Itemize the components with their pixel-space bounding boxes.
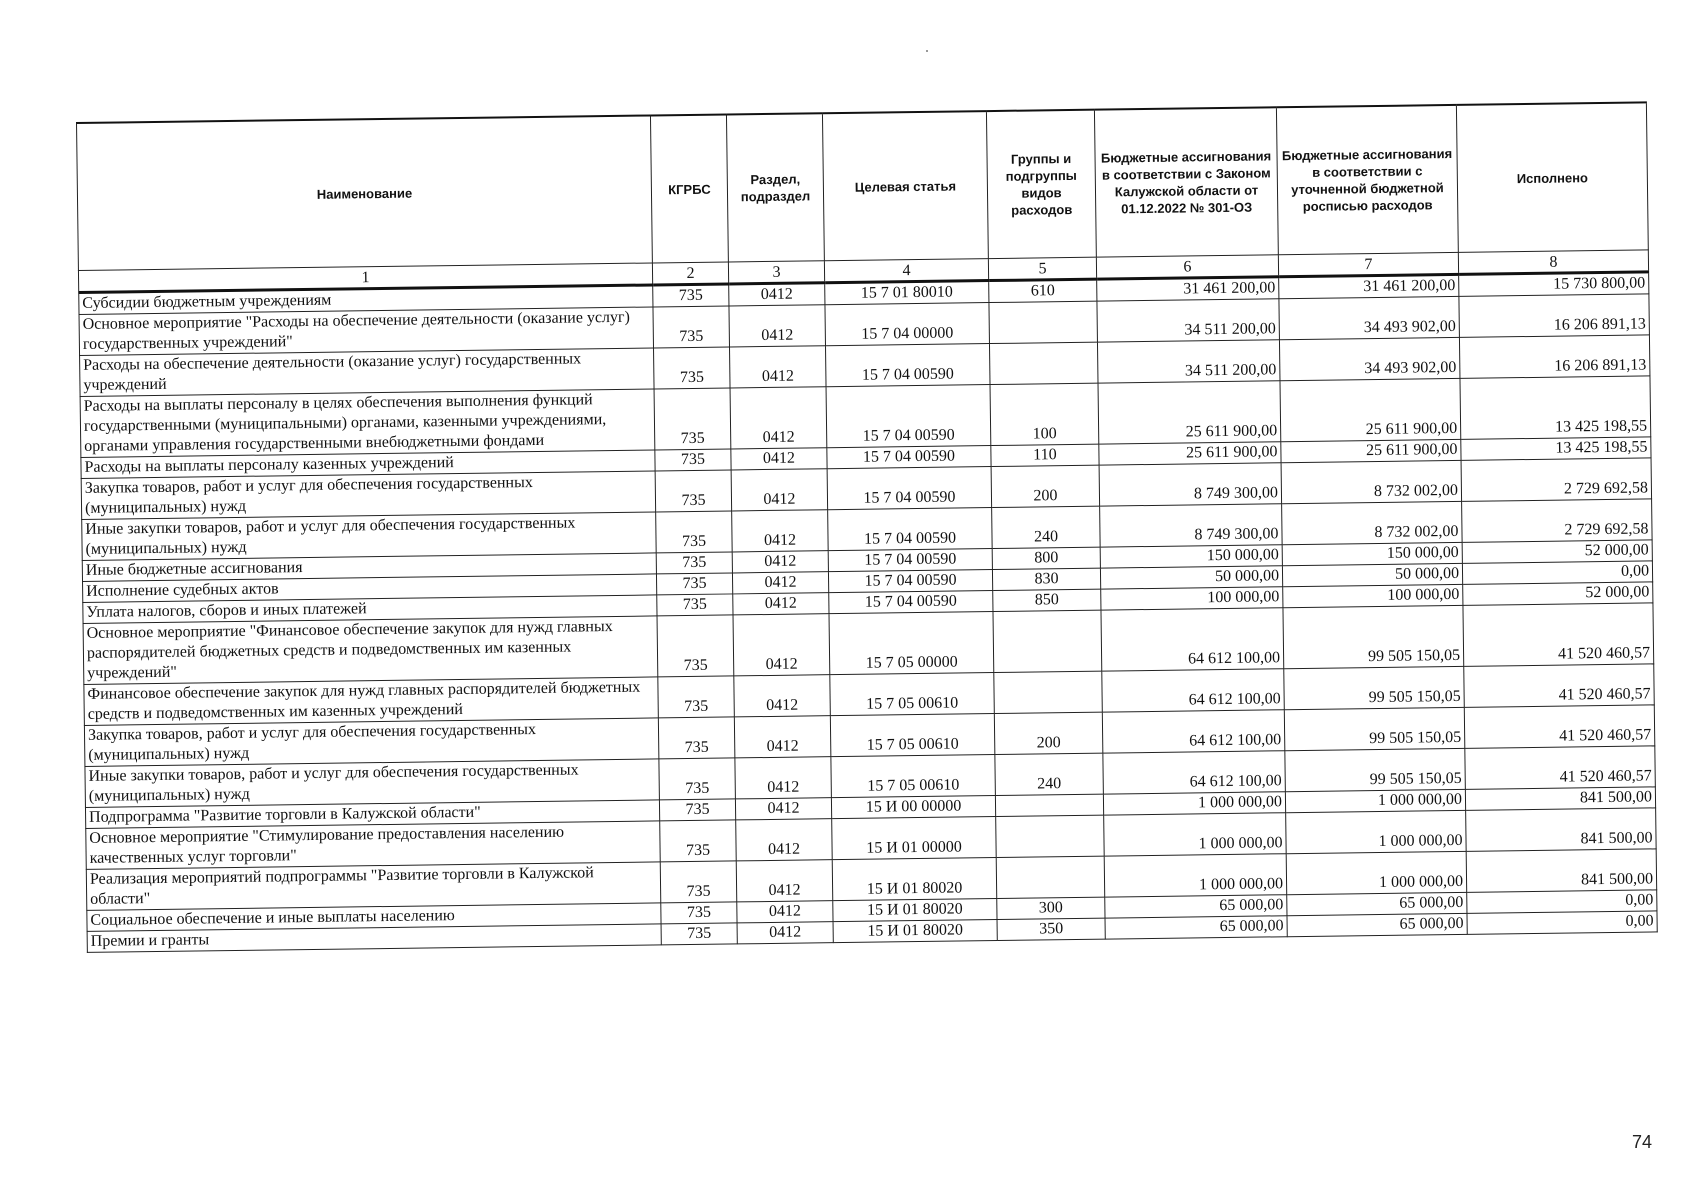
row-group bbox=[993, 610, 1102, 672]
row-refined-amount: 25 611 900,00 bbox=[1281, 439, 1461, 462]
row-name: Подпрограмма "Развитие торговли в Калужской области" bbox=[85, 800, 659, 829]
row-kgrbs: 735 bbox=[653, 284, 729, 307]
row-target: 15 7 04 00590 bbox=[825, 344, 990, 387]
row-law-amount: 65 000,00 bbox=[1105, 895, 1287, 918]
row-executed-amount: 2 729 692,58 bbox=[1462, 499, 1653, 542]
row-group: 350 bbox=[997, 918, 1105, 940]
row-executed-amount: 841 500,00 bbox=[1466, 849, 1657, 892]
row-section: 0412 bbox=[733, 614, 830, 676]
row-refined-amount: 1 000 000,00 bbox=[1286, 851, 1467, 894]
row-group: 100 bbox=[990, 383, 1099, 445]
row-name: Социальное обеспечение и иные выплаты населению bbox=[87, 903, 661, 932]
column-number: 6 bbox=[1096, 255, 1278, 279]
row-group bbox=[996, 856, 1105, 898]
row-executed-amount: 0,00 bbox=[1462, 561, 1652, 584]
row-refined-amount: 100 000,00 bbox=[1283, 584, 1463, 607]
row-refined-amount: 1 000 000,00 bbox=[1286, 810, 1467, 853]
row-section: 0412 bbox=[729, 305, 826, 347]
row-kgrbs: 735 bbox=[660, 861, 737, 903]
row-target: 15 7 04 00590 bbox=[826, 385, 991, 448]
row-executed-amount: 841 500,00 bbox=[1466, 808, 1657, 851]
row-group: 200 bbox=[991, 465, 1100, 507]
row-refined-amount: 99 505 150,05 bbox=[1285, 748, 1466, 791]
row-refined-amount: 25 611 900,00 bbox=[1280, 378, 1461, 441]
row-executed-amount: 52 000,00 bbox=[1462, 540, 1652, 563]
row-target: 15 7 04 00590 bbox=[828, 549, 992, 572]
header-section: Раздел, подраздел bbox=[726, 113, 824, 262]
row-refined-amount: 34 493 902,00 bbox=[1279, 337, 1460, 380]
row-law-amount: 34 511 200,00 bbox=[1097, 340, 1280, 383]
row-kgrbs: 735 bbox=[658, 676, 735, 718]
row-refined-amount: 8 732 002,00 bbox=[1282, 501, 1463, 544]
column-number: 7 bbox=[1278, 252, 1458, 276]
row-group bbox=[994, 671, 1103, 713]
row-group: 240 bbox=[992, 506, 1101, 548]
budget-sheet bbox=[76, 101, 1657, 952]
row-kgrbs: 735 bbox=[659, 799, 735, 821]
row-law-amount: 1 000 000,00 bbox=[1103, 792, 1285, 815]
header-executed: Исполнено bbox=[1456, 102, 1648, 252]
row-name: Основное мероприятие "Финансовое обеспечение закупок для нужд главных распорядителей бюджетных средств и подведомственных им казенных учреждений" bbox=[83, 616, 658, 685]
row-law-amount: 64 612 100,00 bbox=[1101, 608, 1284, 671]
row-kgrbs: 735 bbox=[660, 820, 737, 862]
row-law-amount: 50 000,00 bbox=[1100, 566, 1282, 589]
row-target: 15 7 05 00000 bbox=[829, 612, 994, 675]
row-group: 200 bbox=[994, 712, 1103, 754]
row-refined-amount: 65 000,00 bbox=[1287, 913, 1467, 936]
row-target: 15 И 01 00000 bbox=[832, 817, 997, 860]
row-law-amount: 8 749 300,00 bbox=[1100, 504, 1283, 547]
row-kgrbs: 735 bbox=[658, 717, 735, 759]
row-group: 830 bbox=[992, 568, 1100, 590]
row-target: 15 И 01 80020 bbox=[833, 920, 997, 943]
column-number: 1 bbox=[78, 263, 652, 293]
column-number: 4 bbox=[824, 259, 988, 283]
row-target: 15 И 01 80020 bbox=[832, 858, 997, 901]
row-section: 0412 bbox=[734, 675, 831, 717]
row-name: Расходы на обеспечение деятельности (оказание услуг) государственных учреждений bbox=[80, 348, 654, 397]
row-executed-amount: 841 500,00 bbox=[1465, 787, 1655, 810]
row-group: 110 bbox=[991, 444, 1099, 466]
budget-table bbox=[76, 101, 1658, 952]
header-law: Бюджетные ассигнования в соответствии с Законом Калужской области от 01.12.2022 № 301-ОЗ bbox=[1094, 107, 1278, 257]
row-name: Иные бюджетные ассигнования bbox=[82, 553, 656, 582]
row-group bbox=[995, 794, 1103, 816]
row-section: 0412 bbox=[736, 819, 833, 861]
row-refined-amount: 99 505 150,05 bbox=[1284, 707, 1465, 750]
row-refined-amount: 34 493 902,00 bbox=[1279, 296, 1460, 339]
row-section: 0412 bbox=[730, 346, 827, 388]
row-target: 15 7 01 80010 bbox=[825, 281, 989, 305]
row-refined-amount: 50 000,00 bbox=[1282, 563, 1462, 586]
row-target: 15 7 05 00610 bbox=[830, 673, 995, 716]
row-target: 15 7 04 00590 bbox=[829, 591, 993, 614]
row-executed-amount: 0,00 bbox=[1467, 911, 1657, 934]
row-target: 15 7 04 00590 bbox=[827, 446, 991, 469]
row-kgrbs: 735 bbox=[656, 573, 732, 595]
row-law-amount: 31 461 200,00 bbox=[1097, 277, 1279, 301]
row-target: 15 7 05 00610 bbox=[831, 755, 996, 798]
row-refined-amount: 150 000,00 bbox=[1282, 542, 1462, 565]
row-target: 15 7 04 00590 bbox=[828, 570, 992, 593]
header-refined: Бюджетные ассигнования в соответствии с уточненной бюджетной росписью расходов bbox=[1276, 105, 1458, 255]
row-executed-amount: 13 425 198,55 bbox=[1460, 376, 1651, 439]
header-kgrbs: КГРБС bbox=[650, 114, 728, 262]
row-law-amount: 64 612 100,00 bbox=[1102, 710, 1285, 753]
row-kgrbs: 735 bbox=[661, 923, 737, 945]
row-law-amount: 64 612 100,00 bbox=[1103, 751, 1286, 794]
row-name: Закупка товаров, работ и услуг для обеспечения государственных (муниципальных) нужд bbox=[81, 471, 655, 520]
row-executed-amount: 15 730 800,00 bbox=[1459, 272, 1649, 296]
row-section: 0412 bbox=[729, 283, 825, 306]
row-group: 800 bbox=[992, 547, 1100, 569]
row-group: 850 bbox=[993, 589, 1101, 611]
row-law-amount: 1 000 000,00 bbox=[1104, 854, 1287, 897]
row-target: 15 7 04 00000 bbox=[825, 303, 990, 346]
row-kgrbs: 735 bbox=[653, 306, 730, 348]
row-section: 0412 bbox=[732, 572, 828, 594]
row-name: Расходы на выплаты персоналу казенных учреждений bbox=[81, 450, 655, 479]
header-target: Целевая статья bbox=[822, 111, 988, 261]
table-body bbox=[79, 272, 1658, 952]
row-section: 0412 bbox=[737, 901, 833, 923]
row-kgrbs: 735 bbox=[655, 470, 732, 512]
row-name: Исполнение судебных актов bbox=[83, 574, 657, 603]
row-law-amount: 100 000,00 bbox=[1101, 587, 1283, 610]
column-number: 2 bbox=[652, 262, 728, 285]
row-kgrbs: 735 bbox=[659, 758, 736, 800]
row-kgrbs: 735 bbox=[655, 449, 731, 471]
row-executed-amount: 16 206 891,13 bbox=[1459, 294, 1650, 337]
row-group: 240 bbox=[995, 753, 1104, 795]
row-section: 0412 bbox=[736, 860, 833, 902]
row-target: 15 7 04 00590 bbox=[828, 508, 993, 551]
row-section: 0412 bbox=[732, 510, 829, 552]
row-section: 0412 bbox=[730, 387, 827, 449]
row-name: Субсидии бюджетным учреждениям bbox=[79, 285, 653, 315]
row-name: Иные закупки товаров, работ и услуг для обеспечения государственных (муниципальных) нужд bbox=[85, 759, 659, 808]
row-executed-amount: 41 520 460,57 bbox=[1463, 603, 1654, 666]
row-executed-amount: 41 520 460,57 bbox=[1464, 705, 1655, 748]
row-law-amount: 1 000 000,00 bbox=[1104, 813, 1287, 856]
header-name: Наименование bbox=[77, 115, 653, 270]
row-section: 0412 bbox=[737, 922, 833, 944]
scan-speck bbox=[926, 50, 928, 52]
row-law-amount: 64 612 100,00 bbox=[1102, 669, 1285, 712]
row-group bbox=[996, 815, 1105, 857]
header-groups: Группы и подгруппы видов расходов bbox=[986, 110, 1096, 259]
row-name: Финансовое обеспечение закупок для нужд главных распорядителей бюджетных средств и подведомственных им казенных учреждений bbox=[84, 677, 658, 726]
row-section: 0412 bbox=[731, 448, 827, 470]
row-name: Основное мероприятие "Стимулирование предоставления населению качественных услуг торговли" bbox=[86, 821, 660, 870]
row-section: 0412 bbox=[735, 798, 831, 820]
row-section: 0412 bbox=[733, 593, 829, 615]
row-refined-amount: 8 732 002,00 bbox=[1281, 460, 1462, 503]
row-executed-amount: 16 206 891,13 bbox=[1459, 335, 1650, 378]
row-section: 0412 bbox=[735, 757, 832, 799]
row-name: Иные закупки товаров, работ и услуг для обеспечения государственных (муниципальных) нужд bbox=[82, 512, 656, 561]
row-kgrbs: 735 bbox=[656, 552, 732, 574]
column-number: 5 bbox=[988, 257, 1096, 280]
row-kgrbs: 735 bbox=[654, 388, 731, 450]
row-name: Расходы на выплаты персоналу в целях обеспечения выполнения функций государственными (муниципальными) органами, казенными учреждениями, органами управления государственными внебюджетными фондами bbox=[80, 389, 655, 458]
row-law-amount: 8 749 300,00 bbox=[1099, 463, 1282, 506]
row-group: 610 bbox=[989, 279, 1097, 302]
row-executed-amount: 0,00 bbox=[1467, 890, 1657, 913]
row-refined-amount: 1 000 000,00 bbox=[1285, 789, 1465, 812]
column-number: 8 bbox=[1458, 250, 1648, 274]
row-refined-amount: 99 505 150,05 bbox=[1283, 605, 1464, 668]
row-target: 15 И 00 00000 bbox=[831, 796, 995, 819]
row-law-amount: 25 611 900,00 bbox=[1098, 381, 1281, 444]
row-executed-amount: 41 520 460,57 bbox=[1465, 746, 1656, 789]
row-refined-amount: 31 461 200,00 bbox=[1279, 274, 1459, 298]
row-law-amount: 34 511 200,00 bbox=[1097, 299, 1280, 342]
row-section: 0412 bbox=[732, 551, 828, 573]
row-section: 0412 bbox=[734, 716, 831, 758]
row-name: Основное мероприятие "Расходы на обеспечение деятельности (оказание услуг) государственных учреждений" bbox=[79, 307, 653, 356]
row-target: 15 7 05 00610 bbox=[830, 714, 995, 757]
row-law-amount: 150 000,00 bbox=[1100, 545, 1282, 568]
row-kgrbs: 735 bbox=[661, 902, 737, 924]
row-kgrbs: 735 bbox=[657, 615, 734, 677]
column-number: 3 bbox=[728, 261, 824, 284]
row-name: Реализация мероприятий подпрограммы "Развитие торговли в Калужской области" bbox=[86, 862, 660, 911]
row-executed-amount: 52 000,00 bbox=[1463, 582, 1653, 605]
row-target: 15 И 01 80020 bbox=[833, 899, 997, 922]
header-row bbox=[77, 102, 1649, 270]
row-section: 0412 bbox=[731, 469, 828, 511]
row-group: 300 bbox=[997, 897, 1105, 919]
row-executed-amount: 41 520 460,57 bbox=[1464, 664, 1655, 707]
row-law-amount: 65 000,00 bbox=[1105, 916, 1287, 939]
row-refined-amount: 99 505 150,05 bbox=[1284, 666, 1465, 709]
row-kgrbs: 735 bbox=[654, 347, 731, 389]
row-group bbox=[989, 301, 1098, 343]
page-number: 74 bbox=[1632, 1132, 1653, 1152]
row-name: Премии и гранты bbox=[87, 924, 661, 953]
row-name: Уплата налогов, сборов и иных платежей bbox=[83, 595, 657, 624]
row-refined-amount: 65 000,00 bbox=[1287, 892, 1467, 915]
row-target: 15 7 04 00590 bbox=[827, 467, 992, 510]
row-kgrbs: 735 bbox=[657, 594, 733, 616]
row-group bbox=[989, 342, 1098, 384]
row-law-amount: 25 611 900,00 bbox=[1099, 442, 1281, 465]
row-executed-amount: 13 425 198,55 bbox=[1461, 437, 1651, 460]
row-name: Закупка товаров, работ и услуг для обеспечения государственных (муниципальных) нужд bbox=[84, 718, 658, 767]
row-kgrbs: 735 bbox=[656, 511, 733, 553]
row-executed-amount: 2 729 692,58 bbox=[1461, 458, 1652, 501]
